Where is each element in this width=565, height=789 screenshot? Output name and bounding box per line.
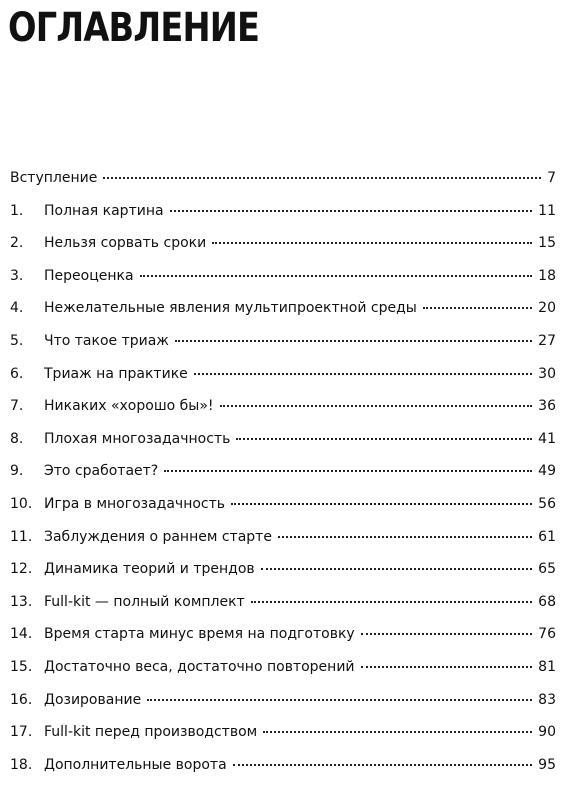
toc-entry-page: 81	[538, 658, 556, 675]
toc-entry-number: 15.	[10, 658, 33, 675]
toc-entry-title: Вступление	[10, 170, 98, 186]
toc-entry-number: 4.	[10, 300, 24, 317]
dot-leader	[164, 468, 532, 472]
toc-entry-title: Дополнительные ворота	[44, 756, 227, 773]
dot-leader	[263, 729, 532, 733]
dot-leader	[361, 664, 533, 668]
dot-leader	[231, 501, 532, 505]
toc-entry-number: 18.	[10, 756, 33, 773]
toc-entry-title: Достаточно веса, достаточно повторений	[44, 658, 355, 675]
toc-entry-page: 15	[538, 235, 556, 252]
toc-entry-number: 7.	[10, 398, 24, 415]
toc-entry-title: Полная картина	[44, 202, 164, 219]
toc-entry-title: Что такое триаж	[44, 332, 169, 349]
toc-entry-page: 76	[538, 626, 556, 643]
toc-entry-title: Плохая многозадачность	[44, 430, 231, 447]
toc-entry	[10, 268, 556, 301]
dot-leader	[170, 208, 533, 212]
toc-entry-title: Дозирование	[44, 691, 142, 708]
toc-entry	[10, 463, 556, 496]
toc-entry-title: Это сработает?	[44, 463, 159, 480]
table-of-contents	[10, 170, 556, 789]
toc-entry-page: 20	[538, 300, 556, 317]
toc-entry	[10, 300, 556, 333]
toc-entry-title: Нельзя сорвать сроки	[44, 235, 207, 252]
toc-entry	[10, 203, 556, 236]
toc-entry	[10, 366, 556, 399]
toc-entry-page: 83	[538, 691, 556, 708]
dot-leader	[103, 175, 541, 179]
dot-leader	[278, 534, 532, 538]
toc-entry-title: Заблуждения о раннем старте	[44, 528, 272, 545]
toc-entry-title: Никаких «хорошо бы»!	[44, 398, 214, 415]
toc-entry-number: 11.	[10, 528, 33, 545]
toc-entry-page: 41	[538, 430, 556, 447]
dot-leader	[175, 338, 532, 342]
toc-entry	[10, 757, 556, 789]
toc-entry-number: 2.	[10, 235, 24, 252]
toc-entry	[10, 235, 556, 268]
dot-leader	[423, 305, 532, 309]
toc-entry-number: 10.	[10, 495, 33, 512]
toc-entry-page: 30	[538, 365, 556, 382]
toc-entry-number: 9.	[10, 463, 24, 480]
toc-entry-title: Динамика теорий и трендов	[44, 561, 255, 578]
toc-entry-title: Время старта минус время на подготовку	[44, 626, 355, 643]
dot-leader	[261, 566, 533, 570]
toc-entry	[10, 431, 556, 464]
toc-entry-page: 11	[538, 202, 556, 219]
toc-entry-title: Full-kit — полный комплект	[44, 593, 245, 610]
toc-entry	[10, 496, 556, 529]
toc-entry	[10, 561, 556, 594]
toc-entry	[10, 659, 556, 692]
toc-entry-page: 90	[538, 724, 556, 741]
dot-leader	[236, 436, 532, 440]
toc-entry	[10, 626, 556, 659]
toc-entry-page: 27	[538, 332, 556, 349]
toc-entry-number: 6.	[10, 365, 24, 382]
toc-entry-number: 14.	[10, 626, 33, 643]
toc-entry-page: 65	[538, 561, 556, 578]
toc-entry-number: 13.	[10, 593, 33, 610]
toc-entry-page: 56	[538, 495, 556, 512]
toc-entry-title: Full-kit перед производством	[44, 724, 258, 741]
dot-leader	[251, 599, 532, 603]
dot-leader	[140, 273, 533, 277]
toc-entry-page: 49	[538, 463, 556, 480]
toc-entry-number: 3.	[10, 267, 24, 284]
dot-leader	[194, 371, 532, 375]
toc-entry-number: 16.	[10, 691, 33, 708]
dot-leader	[361, 631, 532, 635]
toc-entry-page: 7	[547, 170, 556, 186]
toc-entry-number: 8.	[10, 430, 24, 447]
dot-leader	[212, 240, 532, 244]
toc-entry-page: 61	[538, 528, 556, 545]
page-title: ОГЛАВЛЕНИЕ	[8, 5, 260, 51]
toc-entry	[10, 724, 556, 757]
toc-entry-number: 17.	[10, 724, 33, 741]
dot-leader	[220, 403, 533, 407]
toc-entry	[10, 333, 556, 366]
toc-entry	[10, 692, 556, 725]
toc-entry	[10, 529, 556, 562]
toc-entry-number: 12.	[10, 561, 33, 578]
toc-entry-page: 95	[538, 756, 556, 773]
toc-entry-page: 68	[538, 593, 556, 610]
toc-entry-page: 36	[538, 398, 556, 415]
toc-entry-title: Переоценка	[44, 267, 134, 284]
toc-entry	[10, 170, 556, 203]
toc-entry	[10, 398, 556, 431]
toc-entry	[10, 594, 556, 627]
toc-entry-title: Триаж на практике	[44, 365, 188, 382]
dot-leader	[233, 762, 533, 766]
toc-entry-number: 1.	[10, 202, 24, 219]
toc-entry-number: 5.	[10, 332, 24, 349]
toc-entry-title: Игра в многозадачность	[44, 495, 226, 512]
dot-leader	[147, 697, 532, 701]
toc-entry-title: Нежелательные явления мультипроектной среды	[44, 300, 417, 317]
toc-entry-page: 18	[538, 267, 556, 284]
